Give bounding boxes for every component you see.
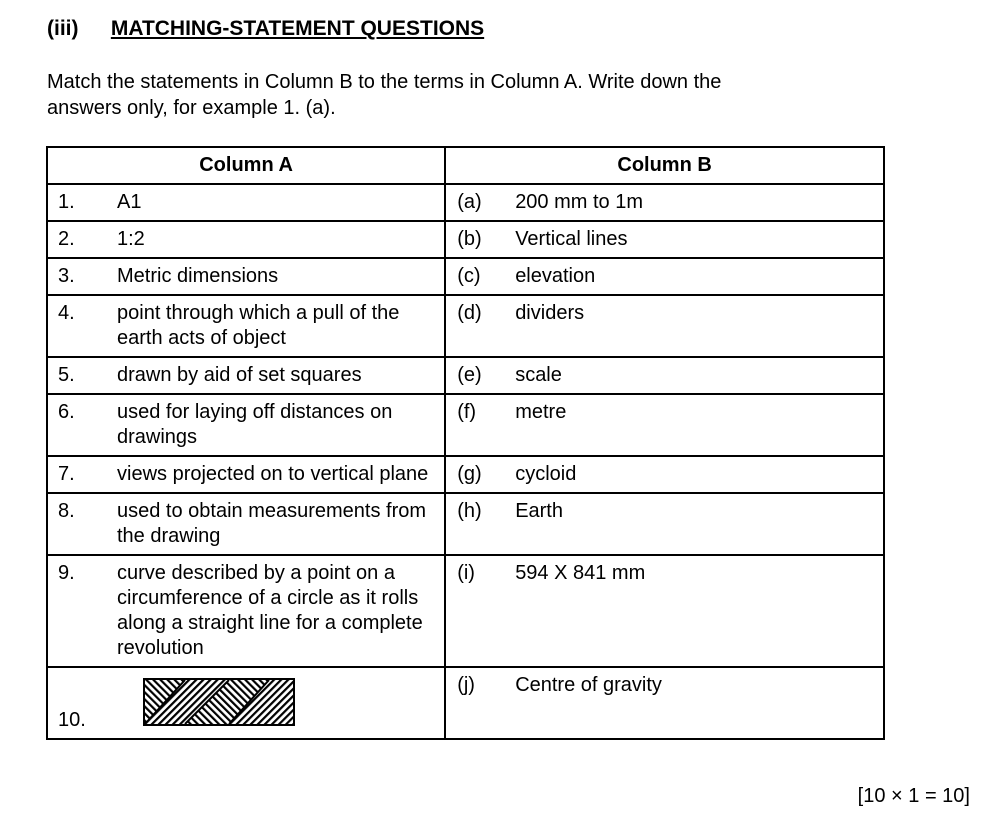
table-row (47, 493, 884, 555)
table-row (47, 295, 884, 357)
row-letter: (b) (457, 228, 482, 250)
column-b-statement: Vertical lines (515, 228, 628, 250)
row-number: 3. (58, 265, 75, 287)
row-number: 5. (58, 364, 75, 386)
column-a-term: drawn by aid of set squares (117, 364, 362, 386)
table-row (47, 184, 884, 221)
column-b-statement: metre (515, 401, 567, 423)
row-letter: (c) (457, 265, 481, 287)
table-row (47, 357, 884, 394)
column-a-term: A1 (117, 191, 142, 213)
column-b-statement: 200 mm to 1m (515, 191, 644, 213)
column-b-statement: 594 X 841 mm (515, 562, 646, 584)
row-number: 9. (58, 562, 75, 584)
row-letter: (e) (457, 364, 482, 386)
row-number: 2. (58, 228, 75, 250)
column-b-header: Column B (445, 147, 884, 184)
section-heading (47, 17, 484, 41)
row-letter: (f) (457, 401, 477, 423)
column-a-header: Column A (47, 147, 445, 184)
table-row (47, 667, 884, 739)
row-number: 10. (58, 709, 86, 731)
column-a-term: curve described by a point on a circumference of a circle as it rolls along a straight line for a complete revolution (117, 562, 423, 659)
hatch-pattern-icon (145, 680, 293, 724)
table-row (47, 258, 884, 295)
table-row (47, 221, 884, 258)
column-b-statement: cycloid (515, 463, 577, 485)
marks-allocation: [10 × 1 = 10] (857, 785, 970, 807)
column-b-statement: Earth (515, 500, 563, 522)
row-letter: (j) (457, 674, 475, 696)
column-a-term: used to obtain measurements from the drawing (117, 500, 427, 547)
row-number: 4. (58, 302, 75, 324)
table-row (47, 456, 884, 493)
section-number: (iii) (47, 17, 79, 40)
column-a-term: Metric dimensions (117, 265, 279, 287)
column-a-term: 1:2 (117, 228, 145, 250)
column-b-statement: dividers (515, 302, 585, 324)
instructions: Match the statements in Column B to the terms in Column A. Write down the answers only, for example 1. (a). (47, 71, 722, 119)
column-b-statement: scale (515, 364, 562, 386)
row-letter: (h) (457, 500, 482, 522)
row-letter: (g) (457, 463, 482, 485)
table-header-row (47, 147, 884, 184)
hatched-section-symbol (143, 678, 295, 726)
table-row (47, 394, 884, 456)
row-letter: (i) (457, 562, 475, 584)
table-row (47, 555, 884, 667)
row-letter: (a) (457, 191, 482, 213)
column-b-statement: Centre of gravity (515, 674, 662, 696)
row-number: 7. (58, 463, 75, 485)
column-a-term: point through which a pull of the earth acts of object (117, 302, 400, 349)
row-number: 1. (58, 191, 75, 213)
matching-table (46, 146, 885, 740)
row-letter: (d) (457, 302, 482, 324)
column-a-term: views projected on to vertical plane (117, 463, 429, 485)
section-title: MATCHING-STATEMENT QUESTIONS (110, 17, 485, 40)
row-number: 6. (58, 401, 75, 423)
column-b-statement: elevation (515, 265, 596, 287)
row-number: 8. (58, 500, 75, 522)
column-a-term: used for laying off distances on drawings (117, 401, 393, 448)
